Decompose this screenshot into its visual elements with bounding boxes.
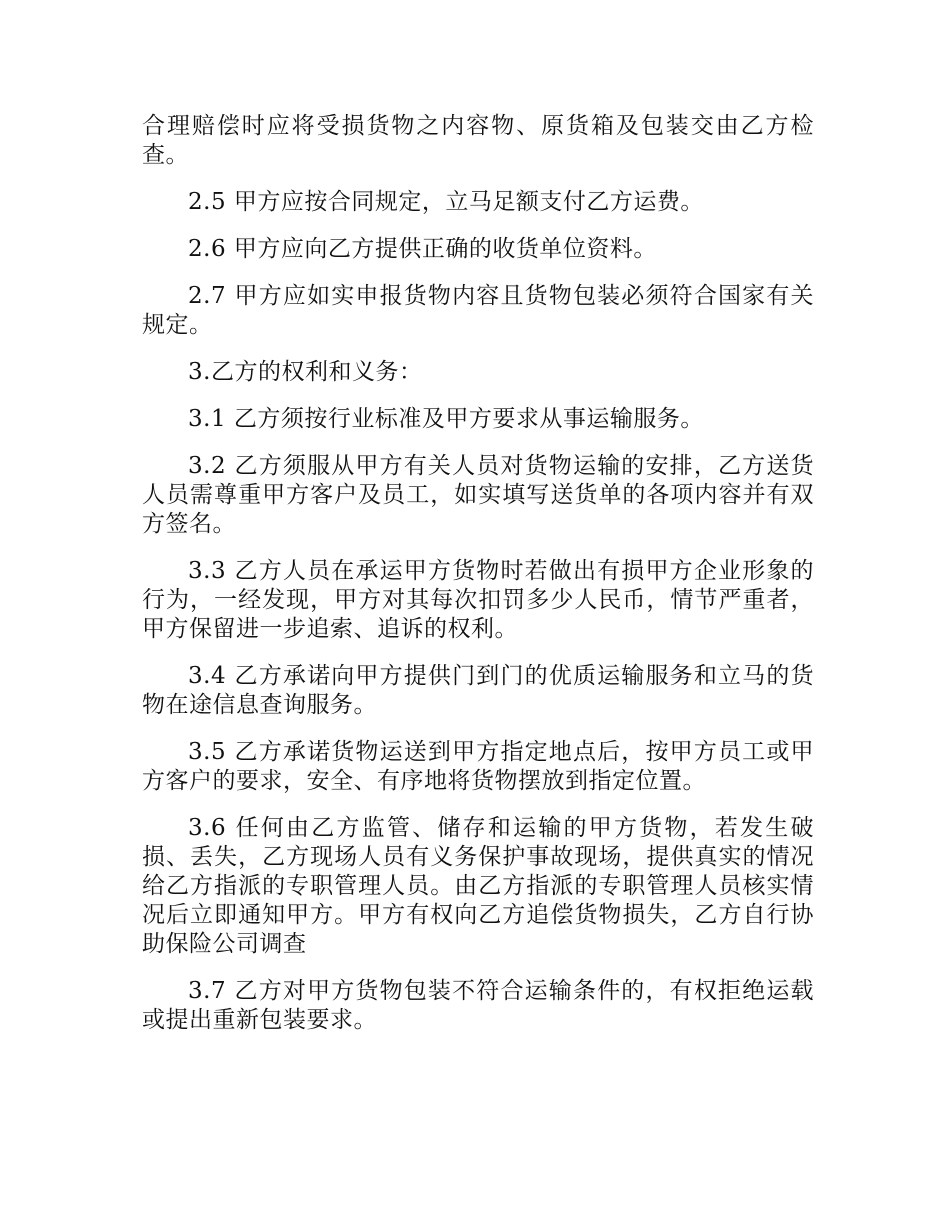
document-page [142,112,814,1053]
clause-3-5: 3.5 乙方承诺货物运送到甲方指定地点后，按甲方员工或甲方客户的要求，安全、有序地将货物摆放到指定位置。 [142,739,814,794]
clause-3-7: 3.7 乙方对甲方货物包装不符合运输条件的，有权拒绝运载或提出重新包装要求。 [142,978,814,1033]
clause-2-5: 2.5 甲方应按合同规定，立马足额支付乙方运费。 [188,189,704,215]
clause-3-3: 3.3 乙方人员在承运甲方货物时若做出有损甲方企业形象的行为，一经发现，甲方对其每次扣罚多少人民币，情节严重者，甲方保留进一步追索、追诉的权利。 [142,558,814,642]
clause-3-1: 3.1 乙方须按行业标准及甲方要求从事运输服务。 [188,406,704,432]
section-3-heading: 3.乙方的权利和义务： [188,359,423,385]
clause-2-7: 2.7 甲方应如实申报货物内容且货物包装必须符合国家有关规定。 [142,283,814,338]
clause-3-2: 3.2 乙方须服从甲方有关人员对货物运输的安排，乙方送货人员需尊重甲方客户及员工，如实填写送货单的各项内容并有双方签名。 [142,453,814,537]
clause-2-6: 2.6 甲方应向乙方提供正确的收货单位资料。 [188,236,657,262]
clause-3-4: 3.4 乙方承诺向甲方提供门到门的优质运输服务和立马的货物在途信息查询服务。 [142,663,814,718]
paragraph-continuation: 合理赔偿时应将受损货物之内容物、原货箱及包装交由乙方检查。 [142,113,814,168]
clause-3-6: 3.6 任何由乙方监管、储存和运输的甲方货物，若发生破损、丢失，乙方现场人员有义务保护事故现场，提供真实的情况给乙方指派的专职管理人员。由乙方指派的专职管理人员核实情况后立即通知甲方。甲方有权向乙方追偿货物损失，乙方自行协助保险公司调查 [142,815,814,957]
